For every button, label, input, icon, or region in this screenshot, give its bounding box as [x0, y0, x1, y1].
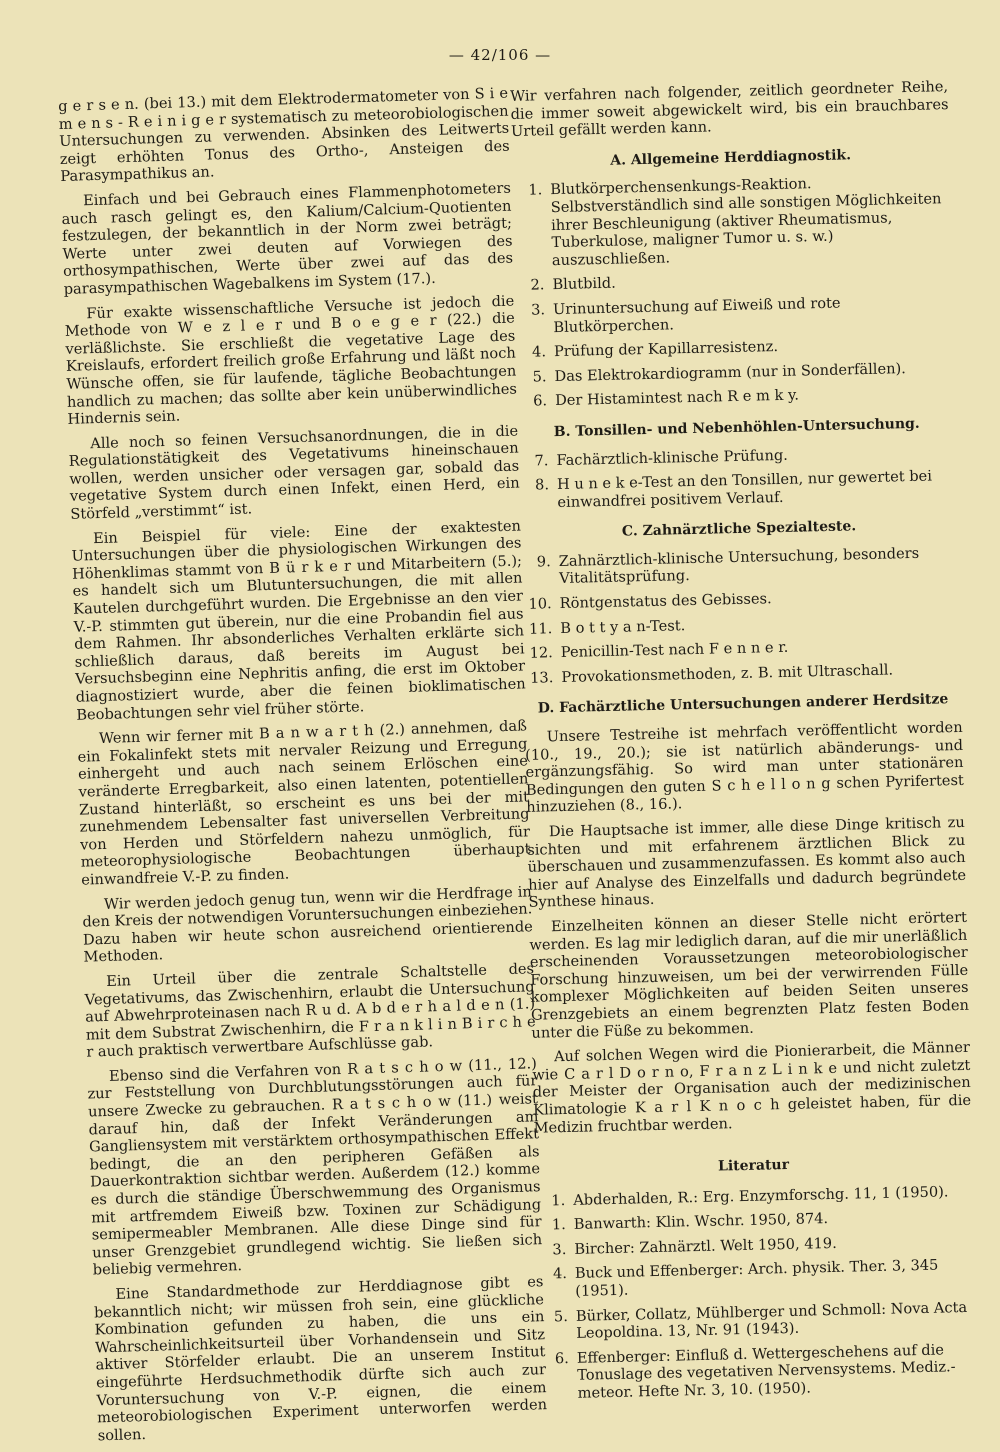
- section-heading-a: A. Allgemeine Herddiagnostik.: [610, 147, 852, 169]
- literature-item: [536, 1232, 974, 1260]
- literature-list: [535, 1182, 978, 1403]
- list-item: [522, 586, 960, 614]
- paragraph: Alle noch so feinen Versuchsanordnungen, die in die Regulationstätigkeit des Vegetativums hineinschauen wollen, werden unsicher oder versagen gar, sobald das vegetative System durch einen Infekt, einen Herd, ein Störfeld „verstimmt“ ist.: [68, 422, 520, 523]
- ref-text: Buck und Effenberger: Arch. physik. Ther. 3, 345 (1951).: [574, 1257, 939, 1300]
- item-number: 4.: [531, 343, 547, 361]
- literature-item: [539, 1341, 978, 1404]
- page-number: — 42/106 —: [448, 46, 552, 64]
- list-item: [519, 467, 958, 512]
- literature-item: [535, 1182, 973, 1210]
- section-heading-c: C. Zahnärztliche Spezialteste.: [621, 518, 857, 540]
- section-heading-d: D. Fachärztliche Untersuchungen anderer Herdsitze: [537, 691, 949, 717]
- ref-number: 6.: [554, 1349, 570, 1368]
- paragraph: Unsere Testreihe ist mehrfach veröffentlicht worden (10., 19., 20.); sie ist natürlich abänderungs- und ergänzungsfähig. So wird man unter stationären Bedingungen den guten S c h e l l o n g schen Pyrifertest hinzuziehen (8., 16.).: [524, 718, 965, 817]
- item-number: 5.: [532, 367, 547, 386]
- ref-number: 1.: [551, 1216, 566, 1234]
- intro-paragraph: Wir verfahren nach folgender, zeitlich geordneter Reihe, die immer soweit abgewickelt wird, bis ein brauchbares Urteil gefällt werden kann.: [510, 78, 949, 141]
- list-item: [523, 660, 961, 688]
- paragraph: Wenn wir ferner mit B a n w a r t h (2.) annehmen, daß ein Fokalinfekt stets mit nervaler Reizung und Erregung einhergeht und auch nach seinem Erlöschen eine veränderte Erregbarkeit, also einen latenten, potentiellen Zustand hinterläßt, so erscheint es uns bei der mit zunehmendem Lebensalter fast universellen Verbreitung von Herden und Störfeldern nahezu unmöglich, für meteorophysiologische Beobachtungen überhaupt einwandfreie V.-P. zu finden.: [77, 717, 531, 889]
- item-number: 7.: [534, 451, 549, 470]
- item-number: 1.: [528, 181, 543, 199]
- list-item: [516, 334, 954, 362]
- item-number: 8.: [534, 476, 550, 494]
- list-a: [512, 172, 955, 410]
- list-c: [521, 544, 962, 687]
- list-item: [516, 359, 954, 387]
- item-text: Provokationsmethoden, z. B. mit Ultraschall.: [561, 661, 894, 686]
- paragraph: Auf solchen Wegen wird die Pionierarbeit, die Männer wie C a r l D o r n o, F r a n z L i n k e und nicht zuletzt der Meister der Organisation auch der medizinischen Klimatologie K a r l K n o c h geleistet haben, für die Medizin fruchtbar werden.: [532, 1038, 972, 1137]
- item-number: 13.: [529, 669, 554, 687]
- paragraph: Ein Urteil über die zentrale Schaltstelle des Vegetativums, das Zwischenhirn, erlaubt die Untersuchung auf Abwehrproteinasen nach R u d. A b d e r h a l d e n (1.) mit dem Substrat Zwischenhirn, die F r a n k l i n B i r c h e r auch praktisch verwertbare Aufschlüsse gab.: [84, 960, 536, 1061]
- list-item: [522, 611, 960, 639]
- item-number: 10.: [528, 595, 552, 613]
- paragraph: Einfach und bei Gebrauch eines Flammenphotometers auch rasch gelingt es, den Kalium/Calcium-Quotienten festzulegen, der bekanntlich in der Norm zwei beträgt; Werte unter zwei deuten auf Vorwiegen des orthosympathischen, Werte über zwei auf das des parasympathischen Wagebalkens im System (17.).: [61, 179, 514, 298]
- paragraph: Eine Standardmethode zur Herddiagnose gibt es bekanntlich nicht; wir müssen froh sein, eine glückliche Kombination gefunden zu haben, die uns ein Wahrscheinlichkeitsurteil über Vorhandensein und Sitz aktiver Störfelder erlaubt. Die an unserem Institut eingeführte Herdsuchmethodik dürfte sich auch zur Voruntersuchung von V.-P. eignen, die einem meteorobiologischen Experiment unterworfen werden sollen.: [93, 1273, 548, 1445]
- item-number: 9.: [536, 553, 551, 571]
- paragraph: g e r s e n. (bei 13.) mit dem Elektrodermatometer von S i e m e n s - R e i n i g e r systematisch zu meteorobiologischen Untersuchungen zu verwenden. Absinken des Leitwerts zeigt erhöhten Tonus des Ortho-, Ansteigen des Parasympathikus an.: [58, 84, 510, 186]
- item-text: Zahnärztlich-klinische Untersuchung, besonders Vitalitätsprüfung.: [558, 544, 920, 588]
- item-text: Das Elektrokardiogramm (nur in Sonderfällen).: [554, 359, 907, 385]
- item-number: 3.: [530, 301, 546, 319]
- ref-text: Effenberger: Einfluß d. Wettergeschehens auf die Tonuslage des vegetativen Nervensystems. Mediz.-meteor. Hefte Nr. 3, 10. (1950).: [576, 1341, 956, 1402]
- ref-number: 4.: [552, 1265, 568, 1283]
- ref-text: Banwarth: Klin. Wschr. 1950, 874.: [573, 1210, 829, 1234]
- paragraph: Die Hauptsache ist immer, alle diese Dinge kritisch zu sichten und mit erfahrenem ärztlichen Blick zu überschauen und zusammenzufassen. Es kommt also auch hier auf Analyse des Einzelfalls und dadurch begründete Synthese hinaus.: [527, 813, 967, 912]
- list-b: [518, 442, 957, 512]
- item-text: Der Histamintest nach R e m k y.: [554, 386, 800, 410]
- literature-item: [538, 1298, 977, 1343]
- item-number: 11.: [528, 619, 553, 638]
- list-item: [523, 635, 961, 663]
- ref-number: 5.: [553, 1307, 569, 1325]
- item-text: Röntgenstatus des Gebisses.: [559, 590, 772, 613]
- item-text: B o t t y a n-Test.: [560, 616, 686, 637]
- list-item: [512, 172, 952, 270]
- paragraph: Ebenso sind die Verfahren von R a t s c h o w (11., 12.) zur Feststellung von Durchblutungsstörungen auch für unsere Zwecke zu gebrauchen. R a t s c h o w (11.) weist darauf hin, daß der Infekt Veränderungen am Gangliensystem mit verstärktem orthosympathischen Effekt bedingt, die an den peripheren Gefäßen als Dauerkontraktion sichtbar werden. Außerdem (12.) komme es durch die ständige Überschwemmung des Organismus mit artfremdem Eiweiß bzw. Toxinen zur Schädigung semipermeabler Membranen. Alle diese Dinge sind für unser Grenzgebiet grundlegend wichtig. Sie ließen sich beliebig vermehren.: [87, 1055, 543, 1279]
- ref-text: Bircher: Zahnärztl. Welt 1950, 419.: [574, 1234, 837, 1258]
- item-number: 12.: [529, 644, 554, 662]
- list-item: [521, 544, 960, 589]
- item-text: Blutkörperchensenkungs-Reaktion. Selbstverständlich sind alle sonstigen Möglichkeiten ihrer Beschleunigung (aktiver Rheumatismus, Tuberkulose, maligner Tumor u. s. w.) auszuschließen.: [550, 175, 942, 269]
- item-text: H u n e k e-Test an den Tonsillen, nur gewertet bei einwandfrei positivem Verlauf.: [556, 467, 933, 511]
- right-column: [510, 78, 978, 1410]
- list-item: [515, 292, 954, 337]
- literature-item: [537, 1256, 976, 1301]
- item-text: Fachärztlich-klinische Prüfung.: [556, 446, 789, 469]
- list-item: [517, 383, 955, 411]
- literature-heading: Literatur: [717, 1157, 790, 1175]
- paragraph: Wir werden jedoch genug tun, wenn wir die Herdfrage in den Kreis der notwendigen Voruntersuchungen einbeziehen. Dazu haben wir heute schon ausreichend orientierende Methoden.: [82, 882, 534, 966]
- ref-number: 1.: [551, 1191, 566, 1210]
- ref-number: 3.: [552, 1240, 567, 1259]
- ref-text: Abderhalden, R.: Erg. Enzymforschg. 11, 1 (1950).: [573, 1183, 949, 1209]
- item-number: 2.: [530, 276, 545, 294]
- section-heading-b: B. Tonsillen- und Nebenhöhlen-Untersuchung.: [553, 415, 920, 440]
- item-text: Penicillin-Test nach F e n n e r.: [560, 639, 789, 662]
- ref-text: Bürker, Collatz, Mühlberger und Schmoll: Nova Acta Leopoldina. 13, Nr. 91 (1943).: [575, 1298, 968, 1343]
- list-item: [518, 442, 956, 470]
- paragraph: Ein Beispiel für viele: Eine der exaktesten Untersuchungen über die physiologischen Wirkungen des Höhenklimas stammt von B ü r k e r und Mitarbeitern (5.); es handelt sich um Blutuntersuchungen, die mit allen Kautelen durchgeführt wurden. Die Ergebnisse an den vier V.-P. stimmten gut überein, nur die eine Probandin fiel aus dem Rahmen. Ihr absonderliches Verhalten erklärte sich schließlich daraus, daß bereits im August bei Versuchsbeginn eine Nephritis anfing, die erst im Oktober diagnostiziert wurde, aber die feinen bioklimatischen Beobachtungen sehr viel früher störte.: [71, 517, 526, 724]
- item-text: Urinuntersuchung auf Eiweiß und rote Blutkörperchen.: [552, 294, 841, 336]
- paragraph: Einzelheiten können an dieser Stelle nicht erörtert werden. Es lag mir lediglich daran, auf die mir unerläßlich erscheinenden Voraussetzungen meteorobiologischer Forschung hinzuweisen, um bei der verwirrenden Fülle komplexer Möglichkeiten auf beiden Seiten unseres Grenzgebiets an einem begrenzten Platz festen Boden unter die Füße zu bekommen.: [529, 908, 970, 1042]
- item-text: Prüfung der Kapillarresistenz.: [553, 338, 779, 361]
- list-item: [514, 267, 952, 295]
- literature-item: [536, 1207, 974, 1235]
- item-text: Blutbild.: [552, 274, 616, 294]
- item-number: 6.: [532, 392, 548, 410]
- left-column: [58, 85, 548, 1452]
- paragraph: Für exakte wissenschaftliche Versuche ist jedoch die Methode von W e z l e r und B o e g e r (22.) die verläßlichste. Sie erschließt die vegetative Lage des Kreislaufs, erfordert freilich große Erfahrung und läßt noch Wünsche offen, sie für laufende, tägliche Beobachtungen handlich zu machen; das sollte aber kein unüberwindliches Hindernis sein.: [64, 292, 518, 428]
